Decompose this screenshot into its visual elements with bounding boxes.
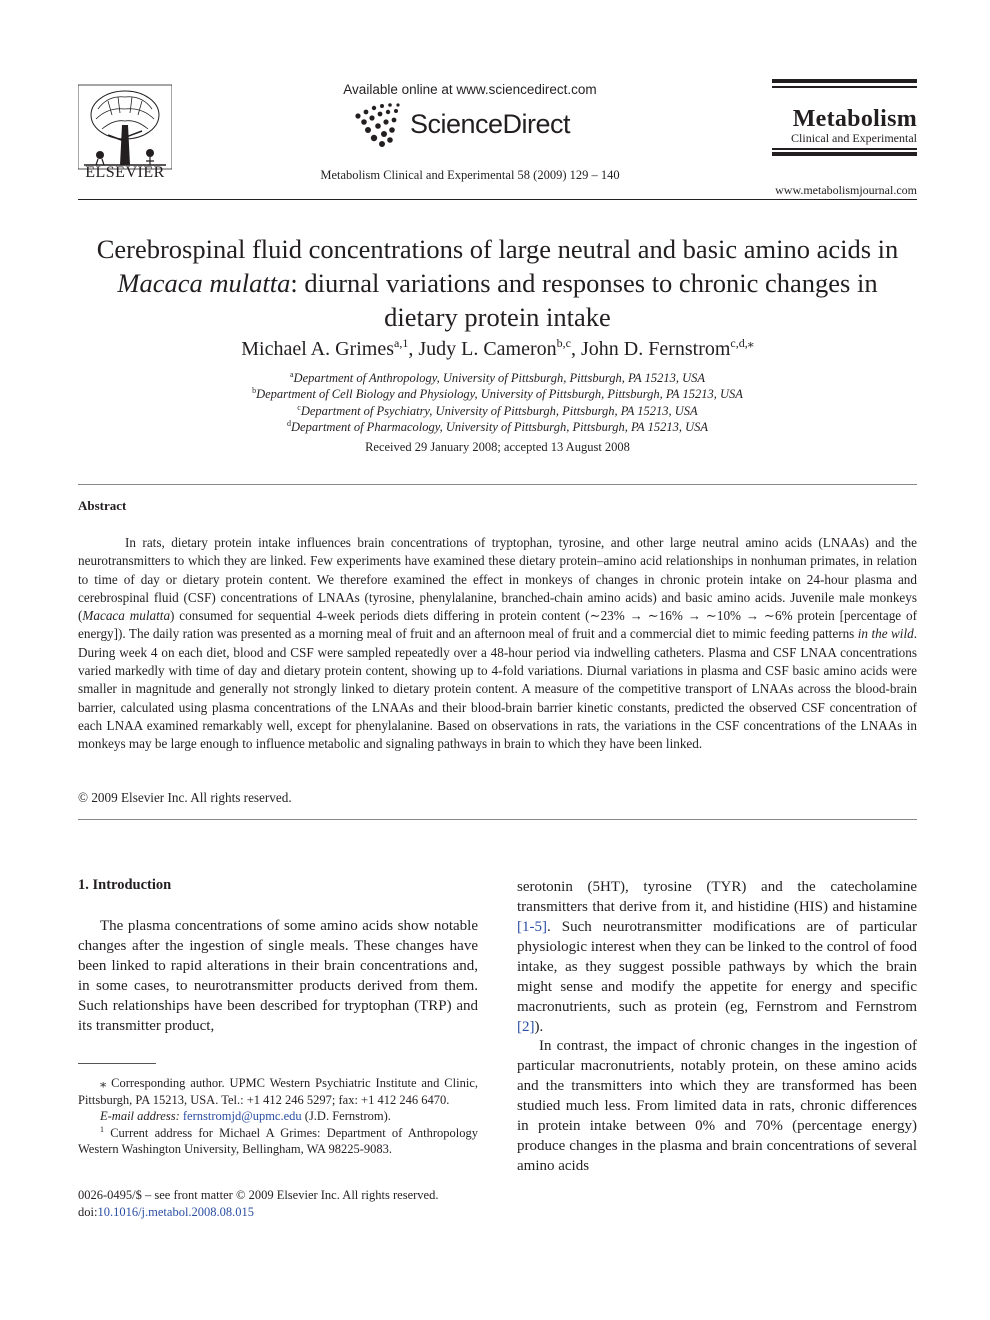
section-heading: 1. Introduction	[78, 877, 172, 893]
email-link[interactable]: fernstromjd@upmc.edu	[182, 1109, 302, 1124]
affiliation: $^d$Department of Pharmacology, University of Pittsburgh, Pittsburgh, PA 15213, USA	[287, 419, 708, 435]
affiliation: $^b$Department of Cell Biology and Physiology, University of Pittsburgh, Pittsburgh, PA 15213, USA	[252, 386, 743, 402]
abstract-body: In rats, dietary protein intake influences brain concentrations of tryptophan, tyrosine, and other large neutral amino acids (LNAAs) and the neurotransmitters to which they are linked. Few experiments have examined these dietary protein–amino acid relationships in nonhuman primates, in relation to time of day or dietary protein content. We therefore examined the effect in monkeys of changes in chronic protein intake on 24-hour plasma and cerebrospinal fluid (CSF) concentrations of LNAAs (tyrosine, phenylalanine, branched-chain amino acids) and basic amino acids. Juvenile male monkeys (Macaca mulatta) consumed for sequential 4-week periods diets differing in protein content (∼23% → ∼16% → ∼10% → ∼6% protein [percentage of energy]). The daily ration was presented as a morning meal of fruit and an afternoon meal of fruit and a commercial diet to mimic feeding patterns in the wild. During week 4 on each diet, blood and CSF were sampled repeatedly over a 48-hour period via indwelling catheters. Plasma and CSF LNAA concentrations varied markedly with time of day and dietary protein content, showing up to 4-fold variations. Diurnal variations in plasma and CSF basic amino acids were smaller in magnitude and generally not strongly linked to dietary protein content. A measure of the competitive transport of LNAAs across the blood-brain barrier, calculated using plasma concentrations of the LNAAs and their blood-brain barrier kinetic constants, predicted the observed CSF concentration of each LNAA examined remarkably well, except for phenylalanine. Based on observations in rats, the variations in the CSF concentrations of the LNAAs in monkeys may be large enough to influence metabolic and signaling pathways in brain to which they have been linked.	[78, 535, 917, 752]
abstract-heading: Abstract	[78, 498, 127, 513]
intro-paragraph-right-2: In contrast, the impact of chronic changes in the ingestion of particular macronutrients, notably protein, on these amino acids and the transmitters into which they are transformed has been studied much less. From limited data in rats, chronic differences in protein intake between 0% and 70% (percentage energy) produce changes in the plasma and brain concentrations of several amino acids	[517, 1038, 917, 1174]
front-matter	[78, 1187, 498, 1221]
journal-url[interactable]: www.metabolismjournal.com	[775, 183, 917, 197]
author-name: Judy L. Cameron	[418, 338, 557, 360]
journal-citation: Metabolism Clinical and Experimental 58 (2009) 129 – 140	[320, 168, 620, 182]
affiliations	[78, 370, 917, 436]
journal-masthead-subtitle: Clinical and Experimental	[791, 131, 917, 145]
doi-line: doi:10.1016/j.metabol.2008.08.015	[78, 1205, 255, 1219]
abstract-bottom-rule	[78, 819, 917, 820]
masthead-rule	[772, 148, 917, 150]
email-footnote: E-mail address: fernstromjd@upmc.edu (J.D. Fernstrom).	[100, 1109, 391, 1124]
available-online-text: Available online at www.sciencedirect.com	[343, 82, 597, 97]
received-dates: Received 29 January 2008; accepted 13 August 2008	[365, 440, 630, 454]
intro-paragraph-right: serotonin (5HT), tyrosine (TYR) and the catecholamine transmitters that derive from it, and histidine (HIS) and histamine [1-5]. Such neurotransmitter modifications are of particular physiologic interest when they can be linked to the control of food intake, as they suggest possible pathways by which the brain might sense and modify the appetite for energy and specific macronutrients, such as protein (eg, Fernstrom and Fernstrom [2]).	[517, 879, 917, 1035]
affiliation: $^a$Department of Anthropology, University of Pittsburgh, Pittsburgh, PA 15213, USA	[289, 370, 705, 385]
journal-masthead-title: Metabolism	[792, 106, 917, 132]
masthead-rule	[772, 152, 917, 156]
abstract-copyright: © 2009 Elsevier Inc. All rights reserved.	[78, 790, 292, 805]
corresponding-author-footnote: ⁎ Corresponding author. UPMC Western Psychiatric Institute and Clinic, Pittsburgh, PA 15213, USA. Tel.: +1 412 246 5297; fax: +1 412 246 6470.	[78, 1076, 478, 1107]
address-footnote: $^1$ Current address for Michael A Grimes: Department of Anthropology Western Washington University, Bellingham, WA 98225-9083.	[78, 1124, 478, 1157]
article-title: Cerebrospinal fluid concentrations of large neutral and basic amino acids in Macaca mulatta: diurnal variations and responses to chronic changes in dietary protein intake	[96, 234, 899, 332]
author-name: John D. Fernstrom	[580, 338, 731, 360]
author-list: Michael A. Grimes$^{a,1}$, Judy L. Cameron$^{b,c}$, John D. Fernstrom$^{c,d,⁎}$	[241, 336, 754, 360]
masthead-rule	[772, 79, 917, 83]
footnote-rule	[78, 1063, 156, 1064]
header-divider	[78, 199, 917, 200]
footnotes	[78, 1075, 478, 1158]
reference-link[interactable]: [1-5]	[517, 919, 547, 935]
intro-paragraph-left: The plasma concentrations of some amino acids show notable changes after the ingestion of single meals. These changes have been linked to rapid alterations in their brain concentrations and, in some cases, to neurotransmitter products derived from them. Such relationships have been described for tryptophan (TRP) and its transmitter product,	[78, 918, 478, 1034]
abstract-top-rule	[78, 484, 917, 485]
issn-line: 0026-0495/$ – see front matter © 2009 Elsevier Inc. All rights reserved.	[78, 1188, 439, 1202]
affiliation: $^c$Department of Psychiatry, University of Pittsburgh, Pittsburgh, PA 15213, USA	[297, 402, 698, 418]
doi-link[interactable]: 10.1016/j.metabol.2008.08.015	[97, 1205, 255, 1219]
sciencedirect-wordmark: ScienceDirect	[410, 109, 571, 139]
masthead-rule	[772, 86, 917, 88]
author-name: Michael A. Grimes	[241, 338, 394, 360]
publisher-name: ELSEVIER	[85, 164, 165, 181]
reference-link[interactable]: [2]	[517, 1019, 535, 1035]
